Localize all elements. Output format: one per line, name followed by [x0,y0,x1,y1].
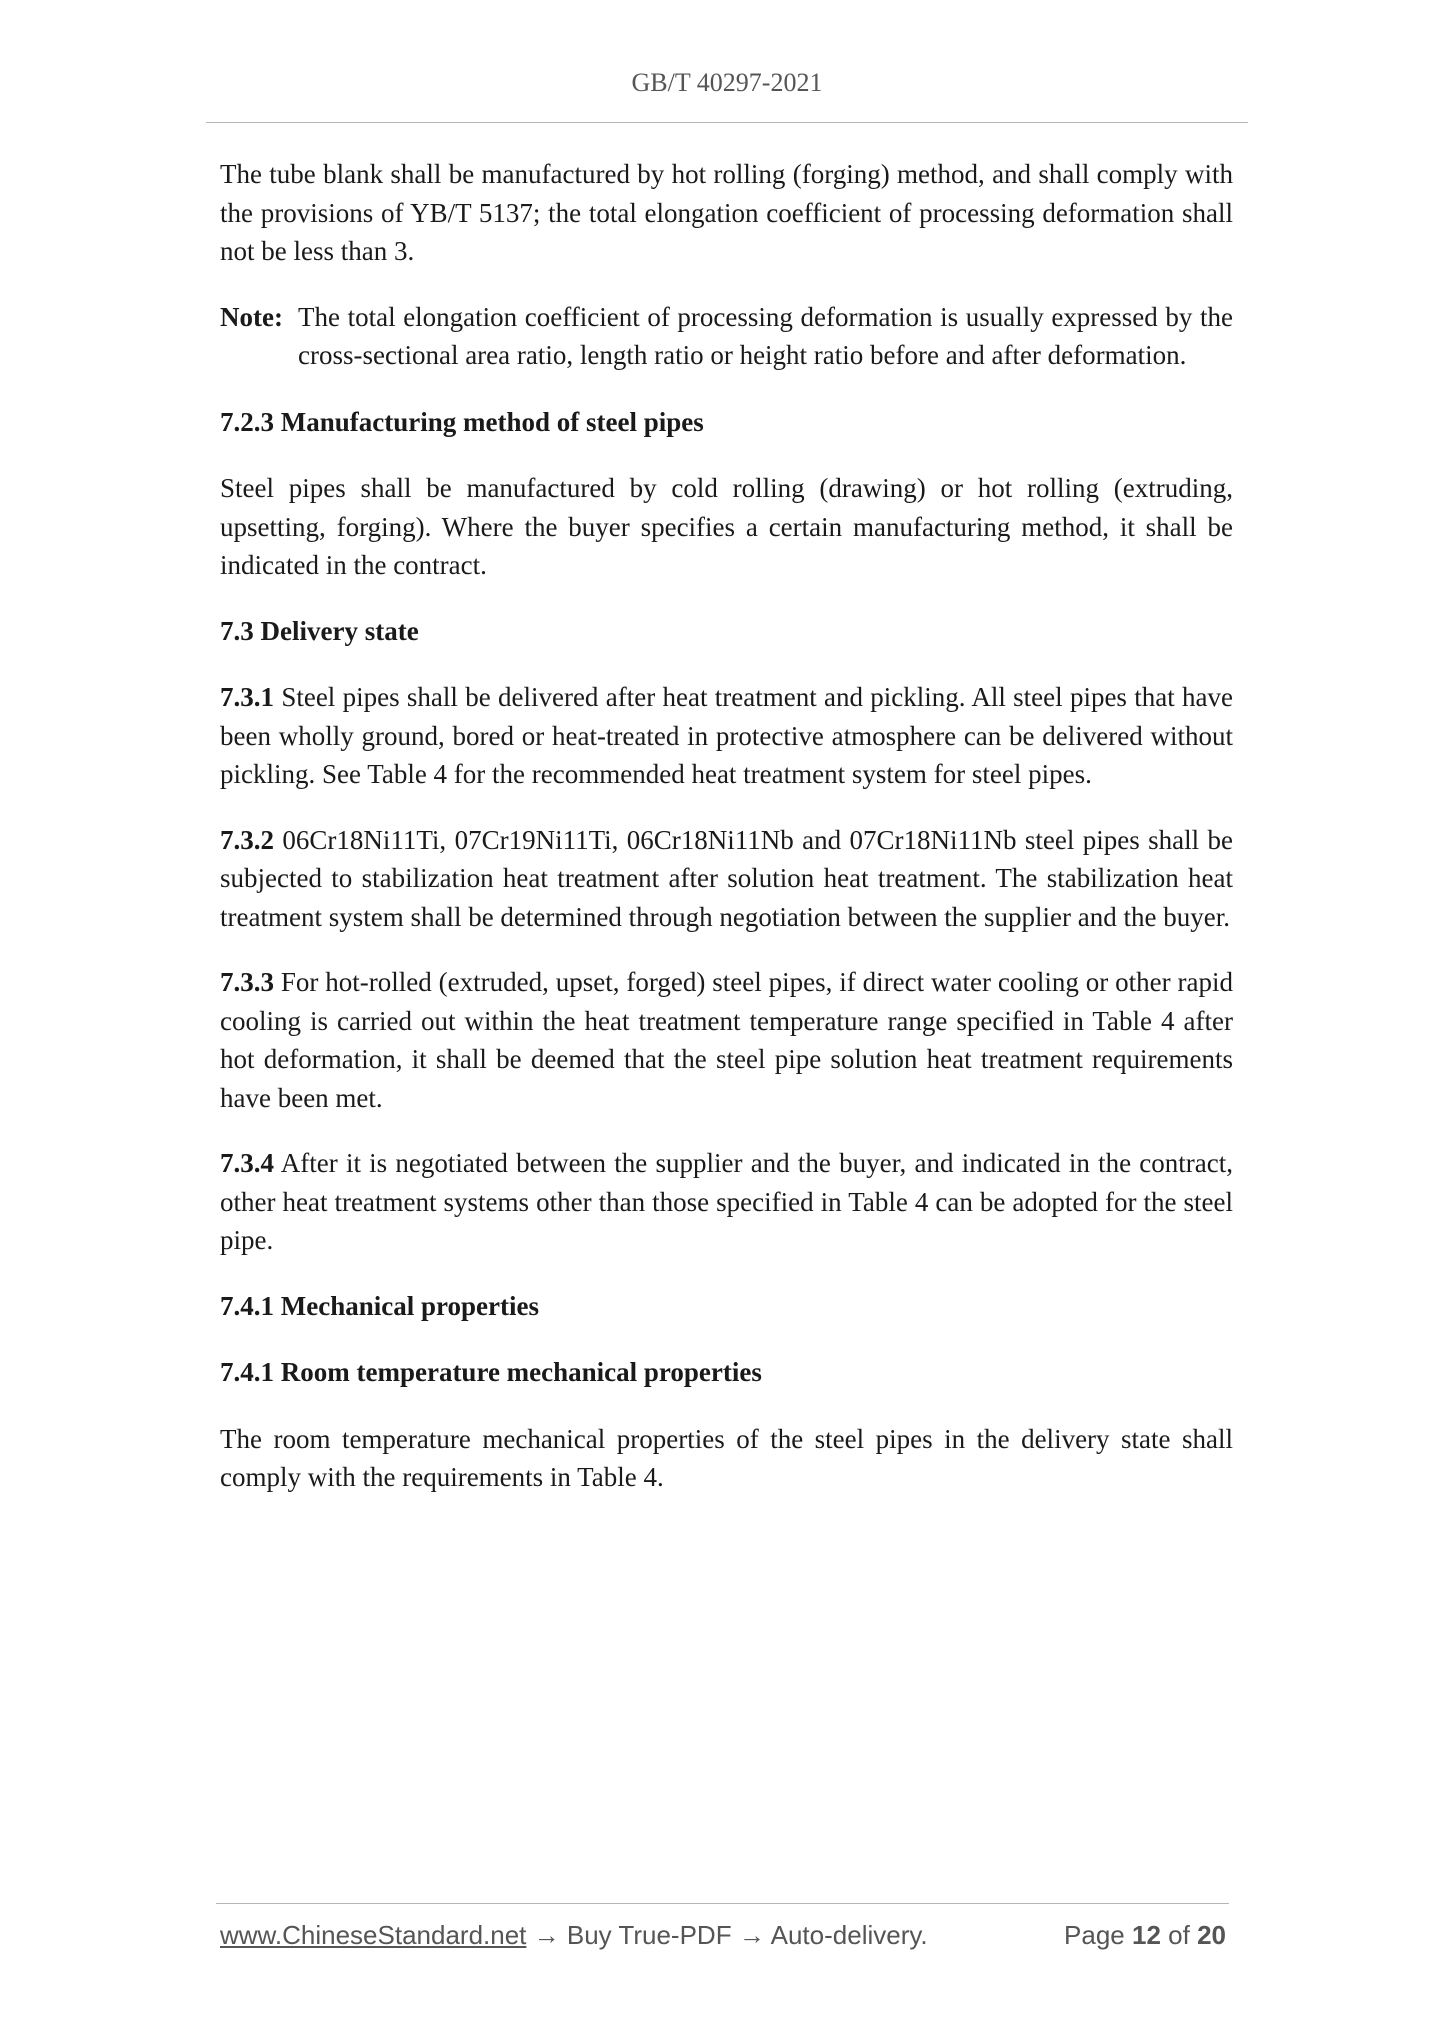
clause-text-7-3-4: After it is negotiated between the supplier and the buyer, and indicated in the contract, other heat treatment systems other than those specified in Table 4 can be adopted for the steel pipe. [220,1148,1234,1255]
heading-7-2-3: 7.2.3 Manufacturing method of steel pipes [220,406,704,437]
heading-7-3: 7.3 Delivery state [220,615,419,646]
paragraph-tube-blank: The tube blank shall be manufactured by hot rolling (forging) method, and shall comply with the provisions of YB/T 5137; the total elongation coefficient of processing deformation shall not be less than 3. [220,159,1233,266]
page-word: Page [1064,1920,1125,1950]
heading-7-4-1-room-temperature: 7.4.1 Room temperature mechanical properties [220,1357,762,1387]
note-label: Note: [220,301,283,332]
clause-number-7-3-4: 7.3.4 [220,1148,274,1178]
page-indicator [1064,1920,1226,1951]
paragraph-7-3-1 [220,678,1233,794]
arrow-right-icon: → [533,1920,560,1950]
site-link[interactable]: www.ChineseStandard.net [220,1920,527,1950]
paragraph-7-3-4 [220,1144,1233,1260]
page-current: 12 [1132,1920,1161,1950]
clause-text-7-3-3: For hot-rolled (extruded, upset, forged) steel pipes, if direct water cooling or other rapid cooling is carried out within the heat treatment temperature range specified in Table 4 after hot deformation, it shall be deemed that the steel pipe solution heat treatment requirements have been met. [220,967,1233,1113]
clause-number-7-3-3: 7.3.3 [220,967,274,997]
clause-number-7-3-1: 7.3.1 [220,682,274,712]
clause-number-7-3-2: 7.3.2 [220,824,274,855]
page-of: of [1168,1920,1190,1950]
paragraph-7-4-1-room-temperature: The room temperature mechanical properties of the steel pipes in the delivery state shall comply with the requirements in Table 4. [220,1423,1233,1492]
page-content [220,155,1233,1524]
heading-7-4-1-mechanical: 7.4.1 Mechanical properties [220,1290,539,1321]
page-footer [220,1920,1226,1951]
footer-divider [216,1903,1229,1904]
delivery-text: Auto-delivery. [770,1920,928,1950]
footer-left [220,1920,928,1951]
page-header: GB/T 40297-2021 [631,68,823,97]
paragraph-7-3-3 [220,963,1233,1117]
clause-text-7-3-1: Steel pipes shall be delivered after heat treatment and pickling. All steel pipes that have been wholly ground, bored or heat-treated in protective atmosphere can be delivered without pickling. See Table 4 for the recommended heat treatment system for steel pipes. [220,682,1234,789]
paragraph-7-2-3: Steel pipes shall be manufactured by cold rolling (drawing) or hot rolling (extruding, upsetting, forging). Where the buyer specifies a certain manufacturing method, it shall be indicated in the contract. [220,473,1233,580]
paragraph-7-3-2 [220,821,1233,937]
note-block [220,298,1233,375]
header-divider [206,122,1248,123]
clause-text-7-3-2: 06Cr18Ni11Ti, 07Cr19Ni11Ti, 06Cr18Ni11Nb and 07Cr18Ni11Nb steel pipes shall be subjected to stabilization heat treatment after solution heat treatment. The stabilization heat treatment system shall be determined through negotiation between the supplier and the buyer. [220,824,1233,932]
page-total: 20 [1197,1920,1226,1950]
arrow-right-icon: → [738,1920,765,1950]
buy-text: Buy True-PDF [566,1920,732,1950]
note-text: The total elongation coefficient of processing deformation is usually expressed by the cross-sectional area ratio, length ratio or height ratio before and after deformation. [298,301,1233,370]
